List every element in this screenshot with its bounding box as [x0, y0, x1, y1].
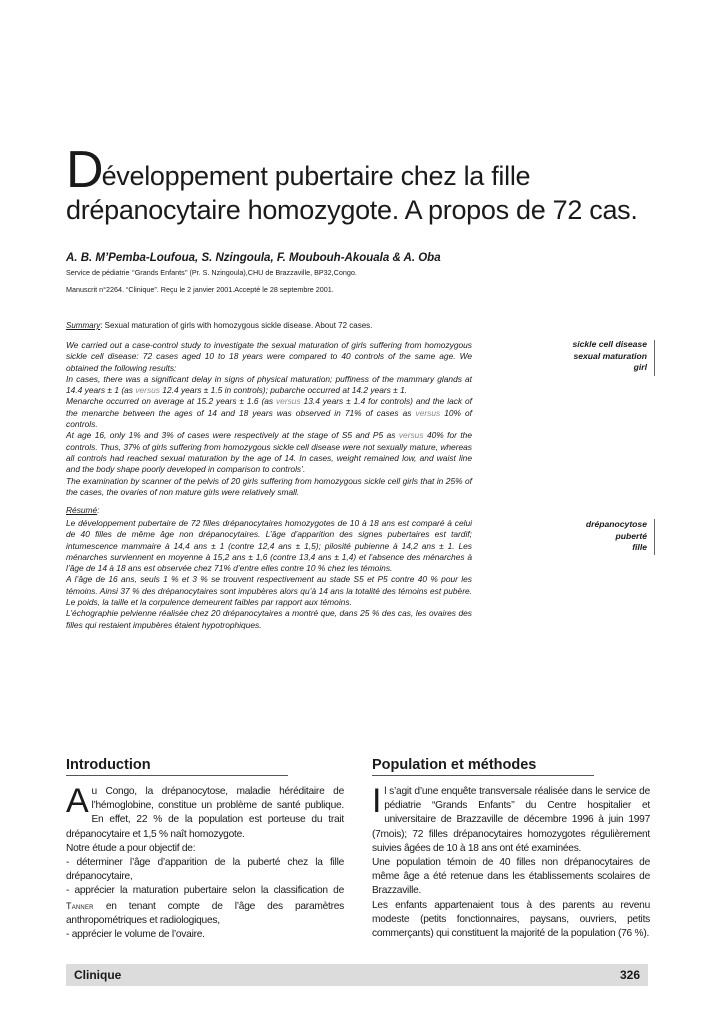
abstract-en	[66, 340, 472, 498]
abstract-en-p3	[66, 396, 472, 430]
methods-body	[372, 782, 650, 941]
keyword-fr-3: fille	[632, 542, 647, 552]
page-footer	[66, 964, 648, 986]
abstract-en-p3-c: 10% of controls.	[66, 407, 473, 430]
methods-p2: Une population témoin de 40 filles non drépanocytaires de même âge a été retenue dans les établissements scolaires de Brazzaville.	[372, 857, 650, 897]
abstract-en-p4-b: 40% for the controls. Thus, 37% of girls suffering from homozygous sickle cell disease were not sexually mature, whereas all controls had reached sexual maturation by the age of 14. In cases, weight remained low, and waist line and the body shape poorly developed in comparison to controls’.	[66, 430, 472, 475]
title-line-2: drépanocytaire homozygote. A propos de 72 cas.	[66, 195, 638, 225]
title-line-1	[66, 141, 666, 199]
introduction-heading: Introduction	[66, 757, 288, 776]
methods-p1-text: l s’agit d’une enquête transversale réalisée dans le service de pédiatrie “Grands Enfants’’ du Centre hospitalier et universitaire de Brazzaville de décembre 1996 à juin 1997 (7mois); 72 filles drépanocytaires homozygotes régulièrement suivies âgées de 10 à 18 ans ont été examinées.	[372, 786, 650, 854]
introduction-p1-text: u Congo, la drépanocytose, maladie héréditaire de l’hémoglobine, constitue un problème de santé publique. En effet, 22 % de la population est porteuse du trait drépanocytaire et 1,5 % naît homozygote.	[66, 786, 344, 840]
versus-word: versus	[398, 430, 424, 441]
keyword-fr-2: puberté	[615, 530, 647, 541]
introduction-p1	[66, 782, 344, 842]
abstract-fr-p3: L’échographie pelvienne réalisée chez 20 drépanocytaires a montré que, dans 25 % des cas, les ovaires des filles qui restaient impubères étaient hypotrophiques.	[66, 608, 472, 630]
keyword-en-1: sickle cell disease	[572, 339, 647, 349]
keyword-en-2: sexual maturation	[573, 350, 647, 361]
keywords-en-rule	[654, 340, 655, 376]
authors: A. B. M’Pemba-Loufoua, S. Nzingoula, F. Moubouh-Akouala & A. Oba	[66, 252, 441, 264]
abstract-en-p2-b: 12.4 years ± 1.5 in controls); pubarche occurred at 14.2 years ± 1.	[159, 385, 408, 396]
introduction-p3: - déterminer l’âge d’apparition de la puberté chez la fille drépanocytaire,	[66, 857, 344, 883]
tanner-name: Tanner	[66, 900, 94, 911]
article-title	[66, 141, 666, 227]
introduction-p4-a: - apprécier la maturation pubertaire selon la classification de	[66, 885, 344, 897]
abstract-en-p4	[66, 430, 472, 475]
introduction-body	[66, 782, 344, 942]
abstract-fr-p2: A l’âge de 16 ans, seuls 1 % et 3 % se trouvent respectivement au stade S5 et P5 contre 40 % pour les témoins. Ainsi 37 % des drépanocytaires sont impubères alors qu’à 14 ans la totalité des témoins est pubère. Le poids, la taille et la corpulence demeurent faibles par rapport aux témoins.	[66, 574, 472, 608]
keyword-en-3: girl	[633, 362, 647, 372]
versus-word: versus	[275, 396, 301, 407]
manuscript-info: Manuscrit n°2264. “Clinique”. Reçu le 2 janvier 2001.Accepté le 28 septembre 2001.	[66, 285, 334, 294]
keywords-fr	[586, 519, 647, 554]
abstract-en-p1: We carried out a case-control study to investigate the sexual maturation of girls suffering from homozygous sickle cell disease: 72 cases aged 10 to 18 years were compared to 40 controls of the same age. We obtained the following results:	[66, 340, 472, 373]
abstract-en-p2	[66, 374, 472, 397]
versus-word: versus	[135, 385, 160, 396]
abstract-en-p3-a: Menarche occurred on average at 15.2 years ± 1.6 (as	[66, 396, 276, 407]
keywords-fr-rule	[654, 519, 655, 555]
methods-p3: Les enfants appartenaient tous à des parents au revenu modeste (petits fonctionnaires, paysans, ouvriers, petits commerçants) qui constituent la majorité de la population (76 %).	[372, 899, 650, 940]
abstract-fr-p1: Le développement pubertaire de 72 filles drépanocytaires homozygotes de 10 à 18 ans est comparé à celui de 40 filles de même âge non drépanocytaires. L’âge d’apparition des signes pubertaires est tardif; intumescence mammaire à 14,4 ans ± 1 (contre 12,4 ans ± 1,5); pilosité pubienne à 14,2 ans ± 1. Les ménarches surviennent en moyenne à 15,2 ans ± 1,6 (contre 13,4 ans ± 1,4) et l’absence des ménarches à l’âge de 14 à 18 ans est observée chez 71% d’entre elles contre 10 % chez les témoins.	[66, 518, 472, 574]
keyword-fr-1: drépanocytose	[585, 519, 647, 529]
title-line-1-text: éveloppement pubertaire chez la fille	[101, 161, 531, 191]
methods-heading: Population et méthodes	[372, 757, 594, 776]
introduction-p5: - apprécier le volume de l’ovaire.	[66, 929, 205, 941]
abstract-en-p5: The examination by scanner of the pelvis of 20 girls suffering from homozygous sickle cell girls that in 25% of the cases, the ovaries of non mature girls were relatively small.	[66, 475, 472, 497]
page-number: 326	[619, 968, 640, 982]
introduction-p4	[66, 884, 344, 928]
footer-section: Clinique	[74, 968, 122, 982]
introduction-p4-b: en tenant compte de l’âge des paramètres anthropométriques et radiologiques,	[66, 900, 344, 926]
methods-dropcap: I	[372, 782, 382, 820]
abstract-en-p4-a: At age 16, only 1% and 3% of cases were respectively at the stage of S5 and P5 as	[66, 430, 399, 441]
abstract-en-p3-b: 13.4 years ± 1.4 for controls) and the lack of the menarche between the ages of 14 and 18 years was observed in 71% of cases as	[66, 396, 472, 418]
introduction-p2: Notre étude a pour objectif de:	[66, 842, 196, 854]
abstract-fr	[66, 518, 472, 631]
summary-line	[66, 320, 476, 331]
keywords-en	[572, 339, 647, 374]
affiliation: Service de pédiatrie ‘’Grands Enfants’’ (Pr. S. Nzingoula),CHU de Brazzaville, BP32,Congo.	[66, 268, 357, 277]
resume-label: Résumé	[66, 505, 98, 515]
resume-suffix: :	[97, 505, 100, 515]
summary-label: Summary	[66, 321, 101, 330]
summary-text: : Sexual maturation of girls with homozygous sickle disease. About 72 cases.	[100, 321, 373, 330]
versus-word: versus	[415, 407, 441, 418]
title-initial: D	[66, 141, 104, 199]
methods-p1	[372, 782, 650, 856]
introduction-dropcap: A	[66, 782, 89, 820]
resume-heading	[66, 505, 100, 515]
abstract-en-p2-a: In cases, there was a significant delay in signs of physical maturation; puffiness of the mammary glands at 14.4 years ± 1 (as	[66, 373, 472, 396]
